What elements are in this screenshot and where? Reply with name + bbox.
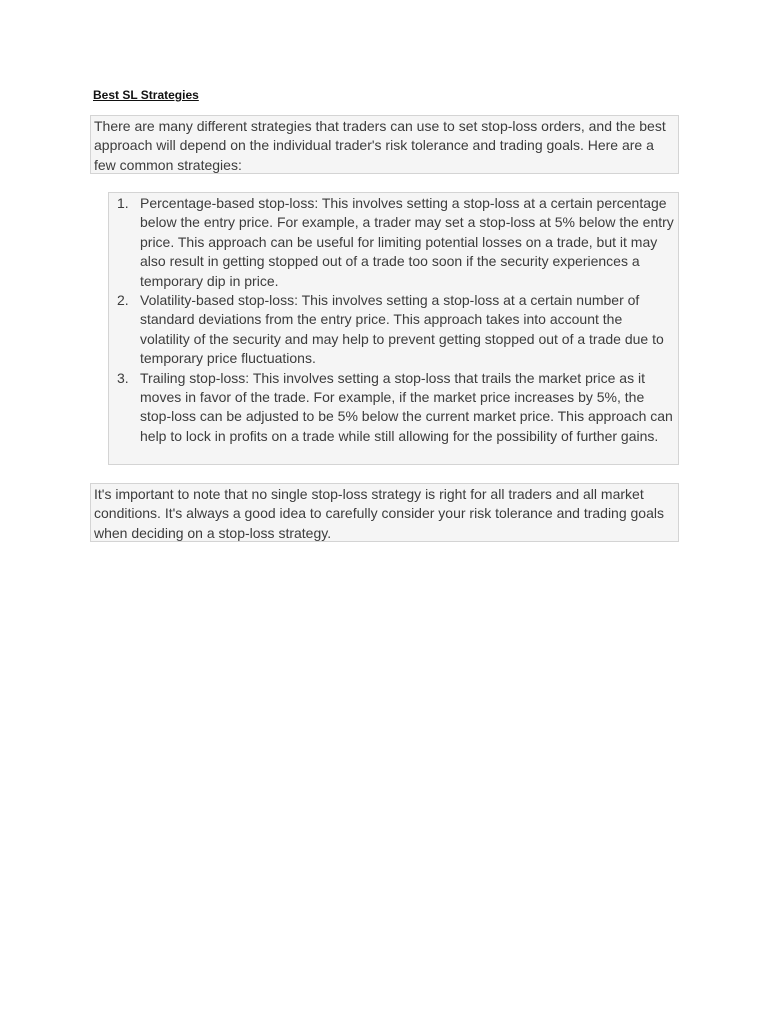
list-item-number: 3. (117, 369, 129, 386)
list-item-text: Percentage-based stop-loss: This involves setting a stop-loss at a certain percentage below the entry price. For example, a trader may set a stop-loss at 5% below the entry price. This approach can be useful for limiting potential losses on a trade, but it may also result in getting stopped out of a trade too soon if the security experiences a temporary dip in price. (140, 195, 674, 289)
strategies-list (109, 194, 674, 446)
intro-paragraph: There are many different strategies that traders can use to set stop-loss orders, and the best approach will depend on the individual trader's risk tolerance and trading goals. Here are a few common strategies: (90, 115, 679, 174)
list-item (109, 291, 674, 369)
list-item (109, 194, 674, 291)
list-item (109, 369, 674, 447)
conclusion-paragraph: It's important to note that no single stop-loss strategy is right for all traders and all market conditions. It's always a good idea to carefully consider your risk tolerance and trading goals when deciding on a stop-loss strategy. (90, 483, 679, 542)
list-item-number: 2. (117, 292, 129, 309)
document-title: Best SL Strategies (93, 88, 199, 102)
list-item-text: Trailing stop-loss: This involves setting a stop-loss that trails the market price as it moves in favor of the trade. For example, if the market price increases by 5%, the stop-loss can be adjusted to be 5% below the current market price. This approach can help to lock in profits on a trade while still allowing for the possibility of further gains. (140, 369, 673, 444)
list-item-text: Volatility-based stop-loss: This involves setting a stop-loss at a certain number of standard deviations from the entry price. This approach takes into account the volatility of the security and may help to prevent getting stopped out of a trade due to temporary price fluctuations. (140, 292, 664, 367)
strategies-list-box (108, 192, 679, 465)
list-item-number: 1. (117, 195, 129, 211)
